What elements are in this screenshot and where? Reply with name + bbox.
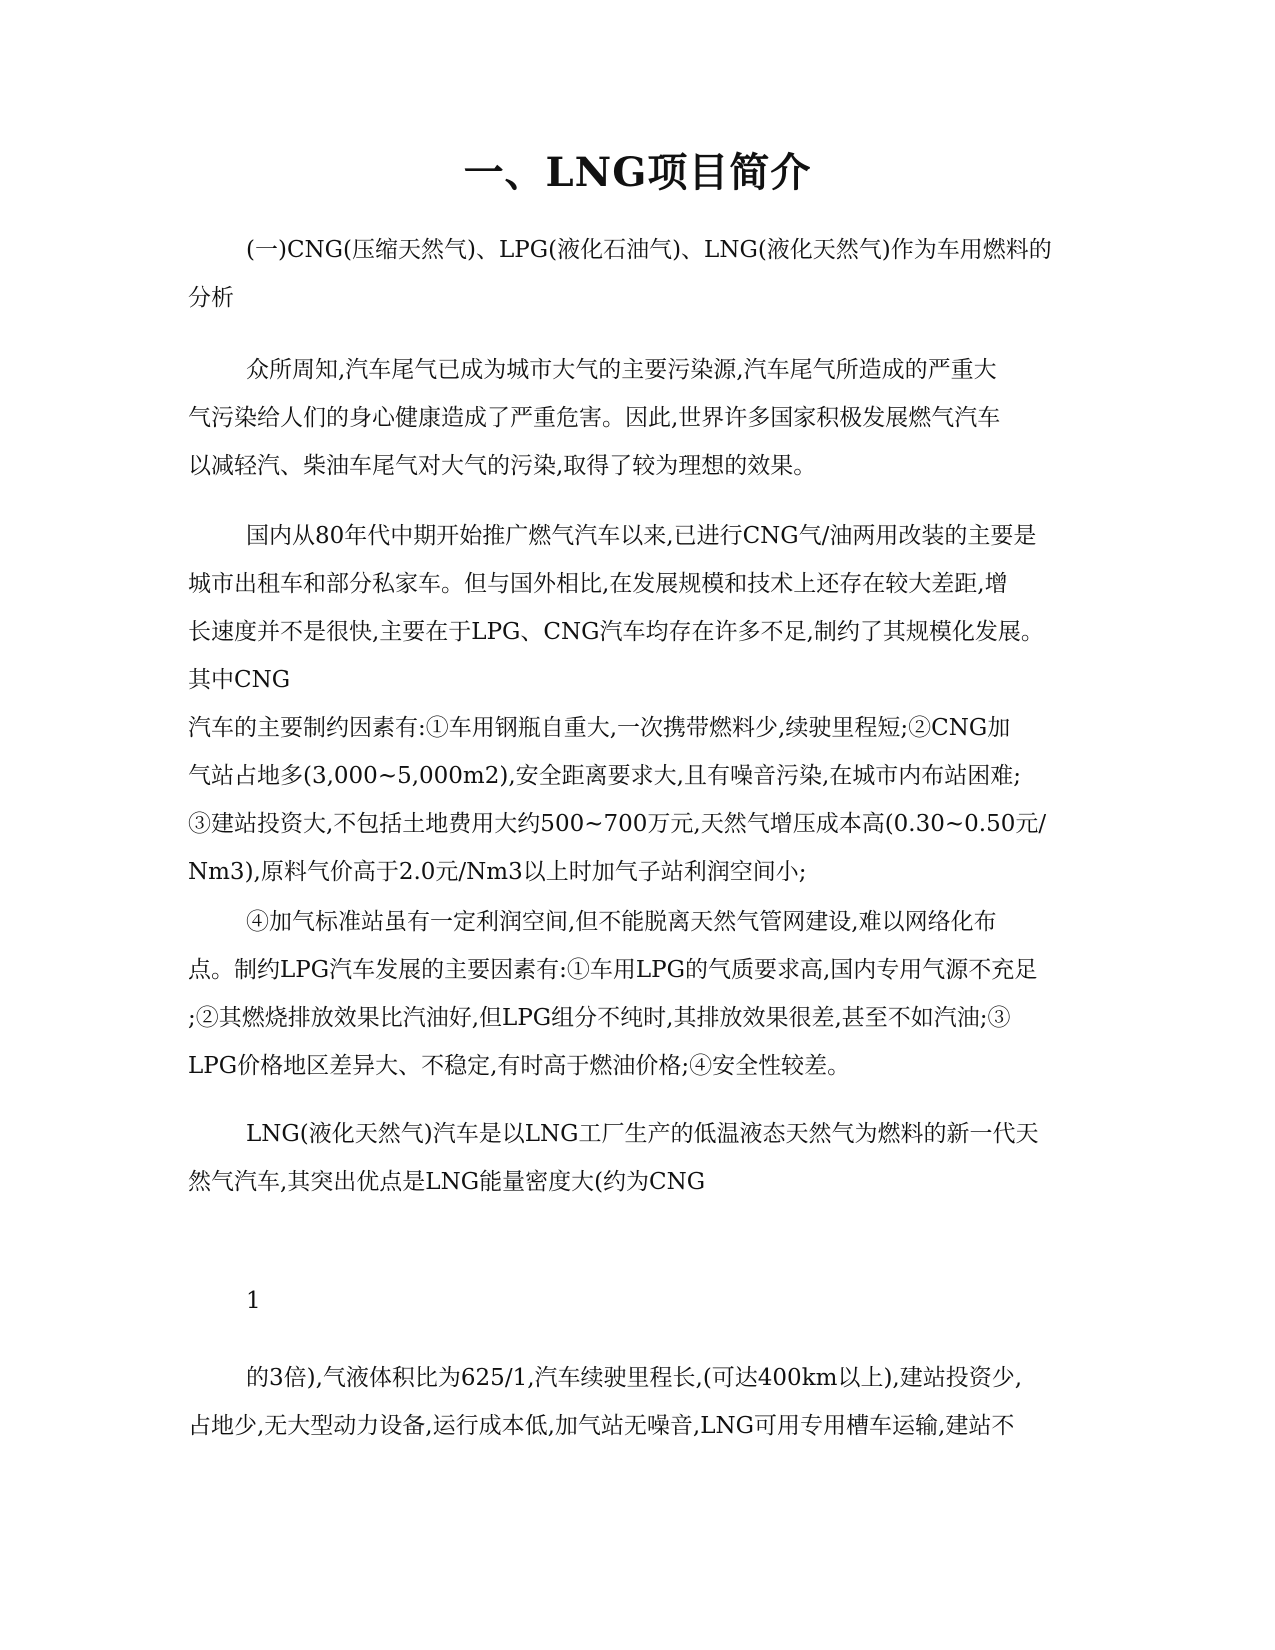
paragraph-line: 以减轻汽、柴油车尾气对大气的污染,取得了较为理想的效果。 <box>188 453 817 479</box>
paragraph-line: 气污染给人们的身心健康造成了严重危害。因此,世界许多国家积极发展燃气汽车 <box>188 405 1001 431</box>
paragraph-line: 城市出租车和部分私家车。但与国外相比,在发展规模和技术上还存在较大差距,增 <box>188 571 1008 597</box>
paragraph-line: 汽车的主要制约因素有:①车用钢瓶自重大,一次携带燃料少,续驶里程短;②CNG加 <box>188 715 1011 741</box>
paragraph-line: 点。制约LPG汽车发展的主要因素有:①车用LPG的气质要求高,国内专用气源不充足 <box>188 957 1038 983</box>
paragraph-line: 气站占地多(3,000~5,000m2),安全距离要求大,且有噪音污染,在城市内布站困难; <box>188 763 1022 789</box>
paragraph-line: ③建站投资大,不包括土地费用大约500~700万元,天然气增压成本高(0.30~0.50元/ <box>188 811 1047 837</box>
lpg-constraints-paragraph <box>188 898 1088 1090</box>
lng-advantages-paragraph <box>188 1110 1088 1206</box>
paragraph-line: (一)CNG(压缩天然气)、LPG(液化石油气)、LNG(液化天然气)作为车用燃料的 <box>246 237 1052 263</box>
intro-paragraph <box>188 346 1088 490</box>
paragraph-line: LPG价格地区差异大、不稳定,有时高于燃油价格;④安全性较差。 <box>188 1053 851 1079</box>
paragraph-line: Nm3),原料气价高于2.0元/Nm3以上时加气子站利润空间小; <box>188 859 807 885</box>
paragraph-line: 长速度并不是很快,主要在于LPG、CNG汽车均存在许多不足,制约了其规模化发展。 <box>188 619 1044 645</box>
paragraph-line: ④加气标准站虽有一定利润空间,但不能脱离天然气管网建设,难以网络化布 <box>246 909 997 935</box>
paragraph-line: ;②其燃烧排放效果比汽油好,但LPG组分不纯时,其排放效果很差,甚至不如汽油;③ <box>188 1005 1011 1031</box>
page-number: 1 <box>246 1288 261 1314</box>
paragraph-line: 的3倍),气液体积比为625/1,汽车续驶里程长,(可达400km以上),建站投资少, <box>246 1365 1023 1391</box>
domestic-paragraph <box>188 512 1088 896</box>
lng-continued-paragraph <box>188 1354 1088 1450</box>
paragraph-line: 众所周知,汽车尾气已成为城市大气的主要污染源,汽车尾气所造成的严重大 <box>246 357 997 383</box>
paragraph-line: 然气汽车,其突出优点是LNG能量密度大(约为CNG <box>188 1169 706 1195</box>
page-title: 一、LNG项目简介 <box>463 149 812 196</box>
paragraph-line: 占地少,无大型动力设备,运行成本低,加气站无噪音,LNG可用专用槽车运输,建站不 <box>188 1413 1015 1439</box>
paragraph-line: 其中CNG <box>188 667 291 693</box>
paragraph-line: 分析 <box>188 285 234 311</box>
section-heading-paragraph <box>188 226 1088 322</box>
paragraph-line: LNG(液化天然气)汽车是以LNG工厂生产的低温液态天然气为燃料的新一代天 <box>246 1121 1039 1147</box>
paragraph-line: 国内从80年代中期开始推广燃气汽车以来,已进行CNG气/油两用改装的主要是 <box>246 523 1037 549</box>
